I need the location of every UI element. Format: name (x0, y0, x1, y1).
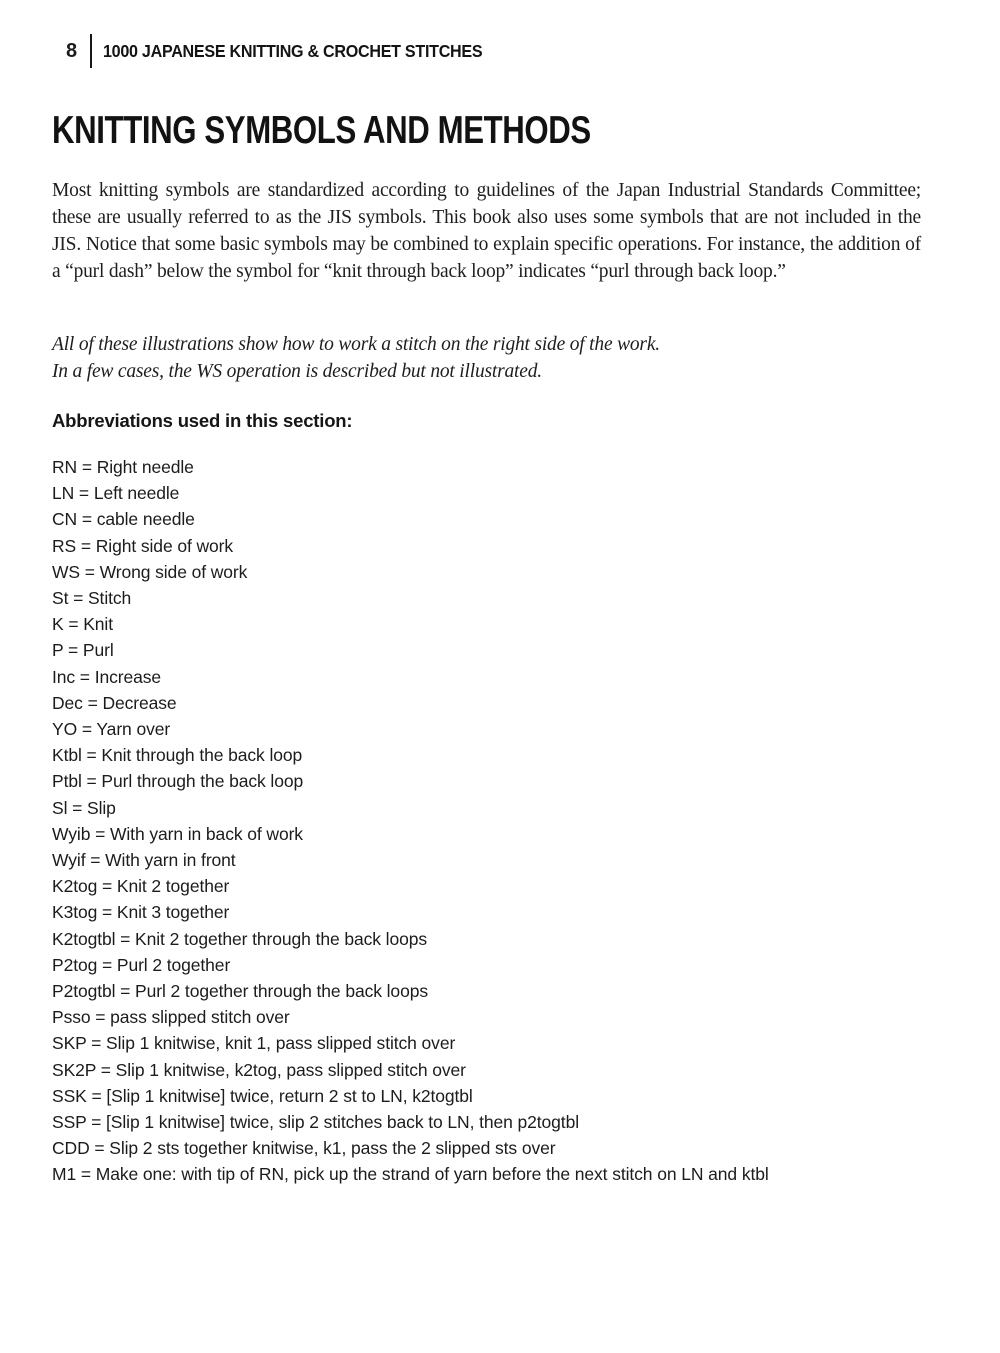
note-line-2: In a few cases, the WS operation is described but not illustrated. (52, 361, 542, 382)
list-item: Dec = Decrease (52, 692, 177, 713)
section-title (52, 111, 922, 150)
list-item: CN = cable needle (52, 509, 195, 530)
page-number: 8 (66, 39, 77, 62)
list-item: SKP = Slip 1 knitwise, knit 1, pass slipped stitch over (52, 1033, 456, 1054)
intro-paragraph: Most knitting symbols are standardized according to guidelines of the Japan Industrial Standards Committee; these are usually referred to as the JIS symbols. This book also uses some symbols that are not included in the JIS. Notice that some basic symbols may be combined to explain specific operations. For instance, the addition of a “purl dash” below the symbol for “knit through back loop” indicates “purl through back loop.” (52, 180, 921, 282)
list-item: RS = Right side of work (52, 535, 234, 556)
list-item: LN = Left needle (52, 483, 180, 504)
list-item: CDD = Slip 2 sts together knitwise, k1, pass the 2 slipped sts over (52, 1138, 556, 1159)
list-item: P2togtbl = Purl 2 together through the back loops (52, 981, 428, 1002)
abbreviations-heading: Abbreviations used in this section: (52, 410, 353, 431)
note-line-1: All of these illustrations show how to work a stitch on the right side of the work. (52, 334, 660, 355)
list-item: P2tog = Purl 2 together (52, 954, 231, 975)
list-item: SSK = [Slip 1 knitwise] twice, return 2 st to LN, k2togtbl (52, 1085, 473, 1106)
list-item: SK2P = Slip 1 knitwise, k2tog, pass slipped stitch over (52, 1059, 466, 1080)
list-item: K2togtbl = Knit 2 together through the back loops (52, 928, 428, 949)
list-item: Wyif = With yarn in front (52, 850, 236, 871)
list-item: Wyib = With yarn in back of work (52, 823, 303, 844)
list-item: K = Knit (52, 614, 113, 635)
book-title: 1000 JAPANESE KNITTING & CROCHET STITCHES (102, 40, 482, 61)
list-item: WS = Wrong side of work (52, 561, 248, 582)
list-item: YO = Yarn over (52, 719, 171, 740)
list-item: Sl = Slip (52, 797, 116, 818)
section-title-text: KNITTING SYMBOLS AND METHODS (52, 109, 591, 152)
list-item: K3tog = Knit 3 together (52, 902, 230, 923)
abbreviation-list (52, 454, 922, 1188)
list-item: St = Stitch (52, 588, 132, 609)
list-item: Psso = pass slipped stitch over (52, 1007, 290, 1028)
list-item: Ktbl = Knit through the back loop (52, 745, 303, 766)
list-item: M1 = Make one: with tip of RN, pick up the strand of yarn before the next stitch on LN and ktbl (52, 1164, 769, 1185)
list-item: P = Purl (52, 640, 114, 661)
list-item: RN = Right needle (52, 457, 194, 477)
list-item: K2tog = Knit 2 together (52, 876, 230, 897)
illustration-note (52, 331, 922, 385)
running-header (66, 33, 922, 69)
list-item: Inc = Increase (52, 666, 162, 687)
list-item: SSP = [Slip 1 knitwise] twice, slip 2 stitches back to LN, then p2togtbl (52, 1112, 579, 1133)
list-item: Ptbl = Purl through the back loop (52, 771, 304, 792)
header-divider (90, 34, 92, 68)
